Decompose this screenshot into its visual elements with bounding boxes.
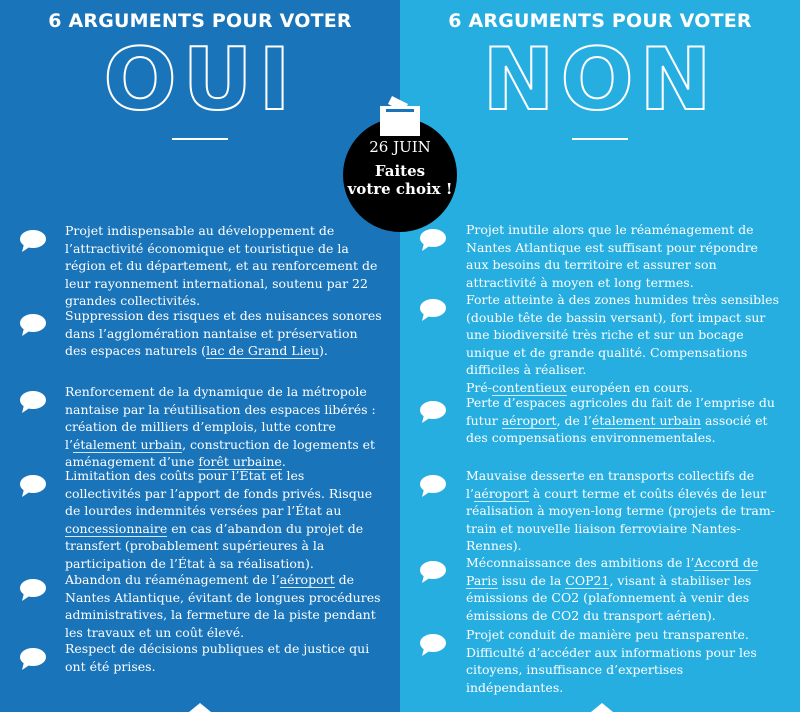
non-divider [572,138,628,140]
link-accord-de-paris[interactable]: Accord de Paris [466,555,759,588]
speech-bubble-icon [419,560,447,584]
oui-item-text-2: Suppression des risques et des nuisances sonores dans l’agglomération nantaise et préservation des espaces naturels (lac de Grand Lieu). [65,308,382,359]
badge-date: 26 JUIN [369,138,431,156]
oui-item-text-4: Limitation des coûts pour l’État et les collectivités par l’apport de fonds privés. Risque de lourdes indemnités versées par l’État au concessionnaire en cas d’abandon du projet de transfert (probablement supérieures à la participation de l’État à sa réalisation). [65,468,373,571]
speech-bubble-icon [19,578,47,602]
speech-bubble-icon [19,390,47,414]
speech-bubble-icon [419,633,447,657]
non-item-text-3: Perte d’espaces agricoles du fait de l’emprise du futur aéroport, de l’étalement urbain associé et des compensations environnementales. [466,395,775,446]
link-aeroport[interactable]: aéroport [501,412,557,428]
oui-item-text-3: Renforcement de la dynamique de la métropole nantaise par la réutilisation des espaces libérés : création de milliers d’emplois, lutte contre l’étalement urbain, construction de logements et aménagement d’une forêt urbaine. [65,384,376,470]
non-column [400,0,800,712]
oui-item-text-1: Projet indispensable au développement de l’attractivité économique et touristique de la région et du département, et au renforcement de leur rayonnement international, soutenu par 22 grandes collectivités. [65,223,378,309]
oui-item-text-6: Respect de décisions publiques et de justice qui ont été prises. [65,641,370,674]
non-item-text-1: Projet inutile alors que le réaménagement de Nantes Atlantique est suffisant pour répondre aux besoins du territoire et assurer son attractivité à moyen et long termes. [466,222,758,290]
badge-choice-line-1: Faites [374,162,426,180]
link-aeroport[interactable]: aéroport [473,485,529,501]
non-item-text-6: Projet conduit de manière peu transparente. Difficulté d’accéder aux informations pour les citoyens, insuffisance d’expertises indépendantes. [466,627,757,695]
oui-item-text-5: Abandon du réaménagement de l’aéroport de Nantes Atlantique, évitant de longues procédures administratives, la fermeture de la piste pendant les travaux et un coût élevé. [65,572,381,640]
ballot-box-icon [374,92,426,138]
link-etalement-urbain[interactable]: étalement urbain [72,436,183,452]
oui-heading: 6 ARGUMENTS POUR VOTER [48,10,352,32]
badge-choice [343,162,457,198]
badge-choice-line-2: votre choix ! [347,180,453,198]
non-item-text-4: Mauvaise desserte en transports collectifs de l’aéroport à court terme et coûts élevés de leur réalisation à moyen-long terme (projets de tram-train et nouvelle liaison ferroviaire Nantes-Rennes). [466,468,775,554]
link-contentieux[interactable]: contentieux [492,379,567,395]
speech-bubble-icon [419,228,447,252]
link-cop21[interactable]: COP21 [565,572,610,588]
non-title: NON [482,30,718,130]
speech-bubble-icon [19,474,47,498]
speech-bubble-icon [419,400,447,424]
non-item-text-2: Forte atteinte à des zones humides très sensibles (double tête de bassin versant), fort impact sur une biodiversité très riche et sur un bocage unique et de grande qualité. Compensations difficiles à réaliser. Pré-contentieux européen en cours. [466,292,779,395]
speech-bubble-icon [19,313,47,337]
non-heading: 6 ARGUMENTS POUR VOTER [448,10,752,32]
oui-bottom-notch [189,703,211,712]
speech-bubble-icon [19,647,47,671]
link-etalement-urbain[interactable]: étalement urbain [591,412,701,428]
link-lac-grand-lieu[interactable]: lac de Grand Lieu [206,343,320,359]
speech-bubble-icon [419,474,447,498]
link-aeroport[interactable]: aéroport [279,572,335,587]
link-concessionnaire[interactable]: concessionnaire [65,520,168,536]
speech-bubble-icon [419,298,447,322]
link-foret-urbaine[interactable]: forêt urbaine [198,454,282,470]
oui-title: OUI [103,30,297,130]
non-item-text-5: Méconnaissance des ambitions de l’Accord de Paris issu de la COP21, visant à stabiliser les émissions de CO2 (plafonnement à venir des émissions de CO2 du transport aérien). [466,555,759,623]
non-bottom-notch [591,703,613,712]
speech-bubble-icon [19,229,47,253]
oui-divider [172,138,228,140]
